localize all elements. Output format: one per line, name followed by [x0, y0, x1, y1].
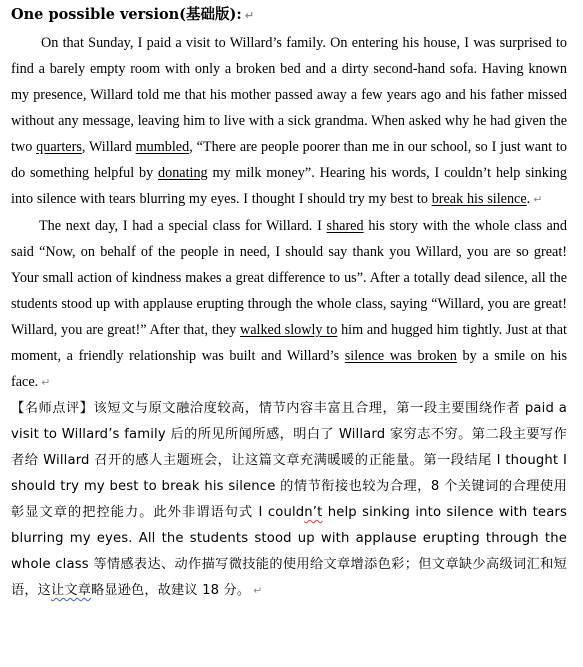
keyword-mumbled: mumbled — [135, 139, 190, 155]
keyword-walked-slowly-to: walked slowly to — [239, 322, 338, 338]
paragraph-mark-icon: ↵ — [253, 584, 263, 597]
paragraph-first: On that Sunday, I paid a visit to Willard’s family. On entering his house, I was surprised to find a barely empty room with only a broken bed and a dirty second-hand sofa. Having known my presence, Willard told me that his mother passed away a few years ago and his father missed without any message, leaving him to live with a sick grandma. When asked why he had given the two quarters, Willard mumbled, “There are people poorer than me in our school, so I just want to do something helpful by donating my milk money”. Hearing his words, I couldn’t help sinking into silence with tears blurring my eyes. I thought I should try my best to break his silence. ↵ — [11, 35, 567, 207]
paragraph-mark-icon: ↵ — [41, 376, 51, 389]
keyword-break-his-silence: break his silence — [431, 191, 527, 207]
document-page — [11, 0, 567, 604]
keyword-quarters: quarters — [36, 139, 82, 155]
keyword-donating: donating — [158, 165, 208, 181]
keyword-shared: shared — [326, 218, 364, 234]
grammar-flag: 让文章 — [51, 583, 92, 598]
paragraph-mark-icon: ↵ — [244, 9, 254, 22]
heading-text: One possible version(基础版): — [11, 6, 242, 23]
paragraph-mark-icon: ↵ — [533, 193, 543, 206]
teacher-comment-paragraph: 【名师点评】该短文与原文融洽度较高，情节内容丰富且合理，第一段主要围绕作者 paid a visit to Willard’s family 后的所见所闻所感，明白了 Willard 家穷志不穷。第二段主要写作者给 Willard 召开的感人主题班会，让这篇文章充满暖暖的正能量。第一段结尾 I thought I should try my best to break his silence 的情节衔接也较为合理，8 个关键词的合理使用彰显文章的把控能力。此外非谓语句式 I couldn’t help sinking into silence with tears blurring my eyes. All the students stood up with applause erupting through the whole class 等情感表达、动作描写微技能的使用给文章增添色彩；但文章缺少高级词汇和短语，这让文章略显逊色，故建议 18 分。 ↵ — [11, 401, 568, 598]
keyword-silence-was-broken: silence was broken — [344, 348, 457, 364]
paragraph-second: The next day, I had a special class for Willard. I shared his story with the whole class and said “Now, on behalf of the people in need, I should say thank you Willard, you are so great! Your small action of kindness makes a great difference to us”. After a totally dead silence, all the students stood up with applause erupting through the whole class, saying “Willard, you are great! Willard, you are great!” After that, they walked slowly to him and hugged him tightly. Just at that moment, a friendly relationship was built and Willard’s silence was broken by a smile on his face. ↵ — [11, 218, 567, 390]
document-heading — [11, 5, 567, 25]
spellcheck-flag: n’t — [304, 505, 323, 520]
